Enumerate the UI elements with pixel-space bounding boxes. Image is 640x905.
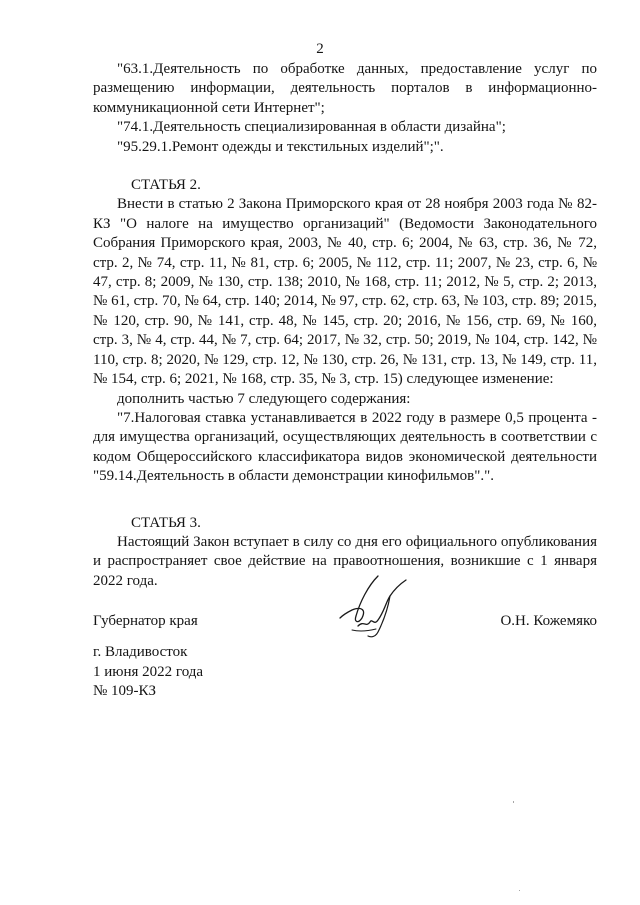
paragraph-okved-63-1: "63.1.Деятельность по обработке данных, предоставление услуг по размещению информации, деятельность порталов в информационно-коммуникационной сети Интернет"; [93,61,597,116]
article-3-body: Настоящий Закон вступает в силу со дня его официального опубликования и распространяет свое действие на правоотношения, возникшие с 1 января 2022 года. [93,533,597,589]
article-3-heading: СТАТЬЯ 3. [131,514,201,531]
city: г. Владивосток [93,644,188,660]
law-number: № 109-КЗ [93,683,157,699]
page-number: 2 [316,41,324,57]
signing-date: 1 июня 2022 года [93,663,204,680]
paragraph-okved-95-29-1: "95.29.1.Ремонт одежды и текстильных изделий";". [117,138,444,155]
article-2-heading: СТАТЬЯ 2. [131,177,201,194]
place-date-block [93,643,203,702]
law-text [93,60,597,591]
scan-speck [519,890,520,891]
article-2-amendment-intro: дополнить частью 7 следующего содержания: [117,390,411,407]
handwritten-signature [338,572,410,642]
governor-position: Губернатор края [93,613,198,629]
article-2-amendment-text: "7.Налоговая ставка устанавливается в 2022 году в размере 0,5 процента - для имущества организаций, осуществляющих деятельность в соответствии с кодом Общероссийского классификатора видов экономической деятельности "59.14.Деятельность в области демонстрации кинофильмов".". [93,409,597,485]
paragraph-okved-74-1: "74.1.Деятельность специализированная в области дизайна"; [117,119,506,136]
article-2-body: Внести в статью 2 Закона Приморского края от 28 ноября 2003 года № 82-КЗ "О налоге на имущество организаций" (Ведомости Законодательного Собрания Приморского края, 2003, № 40, стр. 6; 2004, № 63, стр. 36, № 72, стр. 2, № 74, стр. 11, № 81, стр. 6; 2005, № 112, стр. 11; 2007, № 23, стр. 6, № 47, стр. 8; 2009, № 130, стр. 138; 2010, № 168, стр. 11; 2012, № 5, стр. 2; 2013, № 61, стр. 70, № 64, стр. 140; 2014, № 97, стр. 62, стр. 63, № 103, стр. 89; 2015, № 120, стр. 90, № 141, стр. 48, № 145, стр. 20; 2016, № 156, стр. 69, № 160, стр. 3, № 4, стр. 44, № 7, стр. 64; 2017, № 32, стр. 50; 2019, № 104, стр. 142, № 110, стр. 8; 2020, № 129, стр. 12, № 130, стр. 26, № 131, стр. 13, № 149, стр. 11, № 154, стр. 6; 2021, № 168, стр. 35, № 3, стр. 15) следующее изменение: [93,196,597,388]
scan-speck [513,801,514,803]
governor-name: О.Н. Кожемяко [500,613,597,629]
